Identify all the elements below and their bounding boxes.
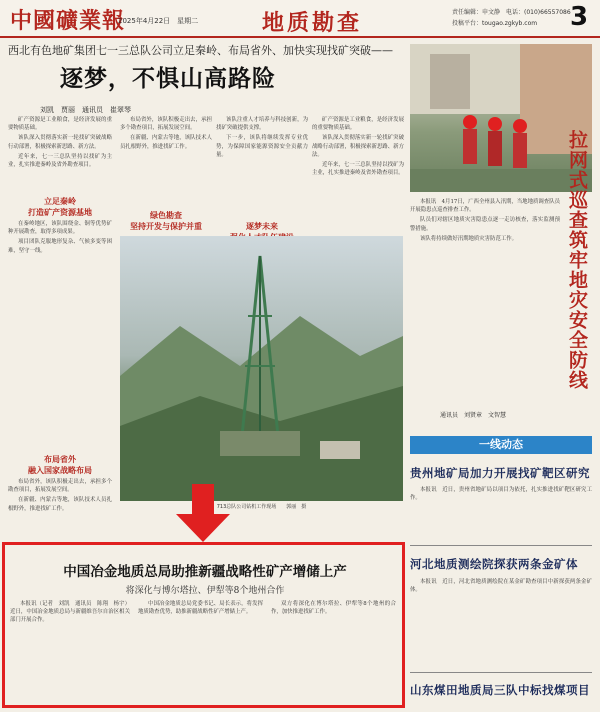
paragraph: 中国冶金地质总局党委书记、局长表示，将发挥地质勘查优势，助推新疆战略性矿产增储上产。 — [138, 601, 263, 616]
paragraph: 近年来，七一三总队坚持以找矿为主业，扎实推进秦岭及省外勘查项目。 — [8, 153, 112, 169]
editor-info: 责任编辑：申文静 电话：(010)66557086 — [452, 9, 571, 16]
divider — [410, 545, 592, 546]
side-byline: 通讯员 刘贤章 文智慧 — [440, 412, 507, 419]
drilling-rig-illustration — [120, 236, 403, 501]
paragraph: 双方将深化在博尔塔拉、伊犁等8个地州的合作，加快推进找矿工作。 — [271, 601, 396, 616]
lead-kicker: 西北有色地矿集团七一三总队公司立足秦岭、布局省外、加快实现找矿突破—— — [8, 44, 393, 57]
feature-headline: 中国冶金地质总局助推新疆战略性矿产增储上产 — [63, 564, 347, 580]
photo-caption: 713总队公司钻机工作现场 郭丽 摄 — [216, 504, 307, 510]
subhead: 布局省外 — [44, 454, 76, 464]
subhead: 打造矿产资源基地 — [28, 207, 92, 217]
brief-headline: 山东煤田地质局三队中标找煤项目 — [410, 683, 590, 697]
lead-byline: 刘凯 贾丽 通讯员 崔翠琴 — [40, 106, 131, 114]
subhead: 融入国家战略布局 — [28, 465, 92, 475]
paragraph: 矿产资源是工业粮食，是经济发展的重要物质基础。 — [8, 117, 112, 132]
paragraph: 本报讯 近日，贵州省地矿局以项目为依托，扎实推进找矿靶区研究工作。 — [410, 487, 592, 502]
paragraph: 本报讯 4月17日，广西全州县入汛期，当地地质调查队员开展隐患点巡查排查工作。 — [410, 199, 560, 214]
lead-column-1 — [8, 116, 112, 196]
paragraph: 本报讯（记者 刘凯 通讯员 陈翔 杨宇）近日，中国冶金地质总局与新疆维吾尔自治区相关部门开展合作。 — [10, 601, 130, 624]
issue-date: 2025年4月22日 星期二 — [118, 17, 199, 25]
brief-headline: 贵州地矿局加力开展找矿靶区研究 — [410, 466, 590, 480]
brief-body — [410, 578, 592, 668]
paragraph: 该队将持续做好汛期地质灾害防范工作。 — [420, 235, 518, 242]
divider — [410, 672, 592, 673]
lead-column-3 — [216, 116, 308, 231]
paragraph: 该队深入贯彻落实新一轮找矿突破战略行动部署，积极探索新思路、新方法。 — [312, 135, 404, 158]
paragraph: 下一步，该队将继续发挥专业优势，为保障国家能源资源安全贡献力量。 — [216, 135, 308, 158]
feature-subheadline: 将深化与博尔塔拉、伊犁等8个地州合作 — [125, 586, 285, 596]
feature-column-2 — [138, 600, 263, 700]
masthead-info — [452, 7, 571, 29]
side-story-body — [410, 198, 560, 408]
masthead — [0, 0, 600, 38]
paragraph: 队员们对辖区地质灾害隐患点逐一走访核查，落实监测预警措施。 — [410, 217, 560, 232]
lead-column-1c — [8, 478, 112, 534]
highlight-arrow-icon — [168, 484, 238, 544]
paragraph: 近年来，七一三总队坚持以找矿为主业，扎实推进秦岭及省外勘查项目。 — [312, 162, 404, 177]
drilling-rig-photo — [120, 236, 403, 501]
lead-column-4 — [312, 116, 404, 231]
paragraph: 本报讯 近日，河北省地质测绘院在某金矿勘查项目中新探获两条金矿体。 — [410, 579, 592, 594]
subhead: 立足秦岭 — [44, 196, 76, 206]
lead-column-2 — [120, 116, 212, 216]
paragraph: 在新疆、内蒙古等地，该队技术人员扎根野外，推进找矿工作。 — [8, 497, 112, 512]
paragraph: 在秦岭地区，该队围绕金、铜等优势矿种开展勘查，取得多项成果。 — [8, 221, 112, 236]
newspaper-logo: 中國礦業報 — [10, 8, 126, 34]
brief-body — [410, 486, 592, 542]
feature-column-1 — [10, 600, 130, 700]
paragraph: 矿产资源是工业粮食，是经济发展的重要物质基础。 — [312, 117, 404, 132]
subhead: 逐梦未来 — [246, 221, 278, 231]
paragraph: 项目团队克服地形复杂、气候多变等困难，坚守一线。 — [8, 239, 112, 254]
side-headline: 拉网式巡查筑牢地灾安全防线 — [566, 130, 588, 390]
brief-headline: 河北地质测绘院探获两条金矿体 — [410, 557, 578, 571]
news-band: 一线动态 — [410, 436, 592, 454]
section-title: 地质勘查 — [262, 10, 363, 36]
paragraph: 布局省外，该队积极走出去，承担多个勘查项目，拓展发展空间。 — [8, 479, 112, 494]
paragraph: 布局省外，该队积极走出去，承担多个勘查项目，拓展发展空间。 — [120, 117, 212, 132]
subhead: 绿色勘查 — [150, 210, 182, 220]
paragraph: 在新疆、内蒙古等地，该队技术人员扎根野外，推进找矿工作。 — [120, 135, 212, 150]
lead-headline: 逐梦，不惧山高路险 — [60, 65, 276, 92]
subhead: 坚持开发与保护并重 — [130, 221, 202, 231]
lead-column-1b — [8, 220, 112, 460]
submission-info: 投稿平台：tougao.zgkyb.com — [452, 20, 538, 27]
feature-column-3 — [271, 600, 396, 700]
paragraph: 该队深入贯彻落实新一轮找矿突破战略行动部署，积极探索新思路、新方法。 — [8, 135, 112, 150]
page-number: 3 — [570, 2, 589, 32]
paragraph: 该队注重人才培养与科技创新，为找矿突破提供支撑。 — [216, 117, 308, 132]
